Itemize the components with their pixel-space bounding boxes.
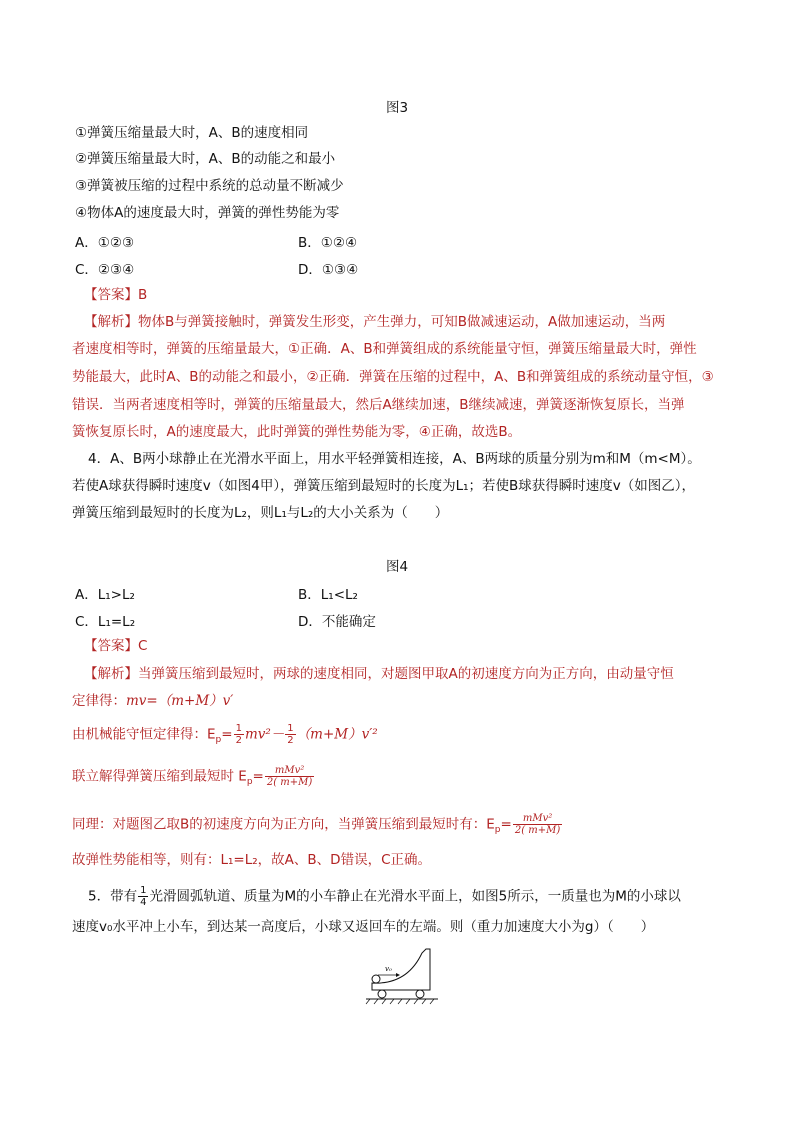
q4-option-c: C．L₁=L₂ — [75, 614, 136, 630]
wheel-right — [416, 990, 424, 998]
q4-answer: 【答案】C — [84, 638, 148, 654]
figure-5-cart-diagram — [362, 945, 442, 1010]
q3-analysis-line-2: 者速度相等时，弹簧的压缩量最大，①正确．A、B和弹簧组成的系统能量守恒，弹簧压缩量最大时，弹性 — [72, 341, 697, 357]
q3-option-b: B．①②④ — [298, 235, 358, 251]
figure-4-caption: 图4 — [385, 559, 409, 575]
q4-stem-line-1: 4．A、B两小球静止在光滑水平面上，用水平轻弹簧相连接，A、B两球的质量分别为m和M（m<M）。 — [88, 451, 701, 467]
q4-analysis-line-1: 【解析】当弹簧压缩到最短时，两球的速度相同，对题图甲取A的初速度方向为正方向，由动量守恒 — [84, 666, 674, 682]
q5-stem-line-2: 速度v₀水平冲上小车，到达某一高度后，小球又返回车的左端。则（重力加速度大小为g）（ ） — [72, 919, 655, 935]
q4-analysis-result-2: 同理：对题图乙取B的初速度方向为正方向，当弹簧压缩到最短时有：$E_p=$ $\frac{\text{mMv²}}{2( m+M)}$ — [72, 813, 561, 836]
statement-3: ③弹簧被压缩的过程中系统的总动量不断减少 — [75, 178, 344, 194]
q5-stem-line-1: 5．带有 $\frac{1}{4}$ 光滑圆弧轨道、质量为M的小车静止在光滑水平面上，如图5所示，一质量也为M的小球以 — [88, 885, 681, 908]
q4-analysis-line-2: 定律得：mv=（m+M）v′ — [72, 693, 234, 709]
q4-stem-line-2: 若使A球获得瞬时速度v（如图4甲），弹簧压缩到最短时的长度为L₁；若使B球获得瞬时速度v（如图乙）， — [72, 478, 695, 494]
q4-option-a: A．L₁>L₂ — [75, 587, 135, 603]
cart-body — [372, 949, 430, 990]
q3-analysis-line-5: 簧恢复原长时，A的速度最大，此时弹簧的弹性势能为零，④正确，故选B。 — [72, 424, 522, 440]
statement-2: ②弹簧压缩量最大时，A、B的动能之和最小 — [75, 151, 336, 167]
statement-4: ④物体A的速度最大时，弹簧的弹性势能为零 — [75, 205, 340, 221]
q3-option-a: A．①②③ — [75, 235, 135, 251]
q4-energy-equation: 由机械能守恒定律得：$E_p=$ $\frac{1}{2}$ mv²－ $\frac{1}{2}$ （m+M）v′² — [72, 723, 378, 746]
q3-answer: 【答案】B — [84, 287, 148, 303]
wheel-left — [378, 990, 386, 998]
q4-stem-line-3: 弹簧压缩到最短时的长度为L₂，则L₁与L₂的大小关系为（ ） — [72, 505, 449, 521]
q4-option-b: B．L₁<L₂ — [298, 587, 358, 603]
statement-1: ①弹簧压缩量最大时，A、B的速度相同 — [75, 125, 309, 141]
q4-analysis-result-1: 联立解得弹簧压缩到最短时 $E_p=$ $\frac{\text{mMv²}}{2( m+M)}$ — [72, 765, 313, 788]
q3-option-d: D．①③④ — [298, 262, 359, 278]
figure-3-caption: 图3 — [385, 100, 409, 116]
ball — [372, 975, 380, 983]
q3-analysis-line-1: 【解析】物体B与弹簧接触时，弹簧发生形变，产生弹力，可知B做减速运动，A做加速运动，当两 — [84, 314, 666, 330]
q3-analysis-line-3: 势能最大，此时A、B的动能之和最小，②正确．弹簧在压缩的过程中，A、B和弹簧组成的系统动量守恒，③ — [72, 369, 714, 385]
q4-analysis-conclusion: 故弹性势能相等，则有：L₁=L₂，故A、B、D错误，C正确。 — [72, 852, 431, 868]
q3-option-c: C．②③④ — [75, 262, 135, 278]
q3-analysis-line-4: 错误．当两者速度相等时，弹簧的压缩量最大，然后A继续加速，B继续减速，弹簧逐渐恢复原长，当弹 — [72, 397, 685, 413]
velocity-label: v₀ — [385, 965, 392, 973]
q4-option-d: D．不能确定 — [298, 614, 376, 630]
